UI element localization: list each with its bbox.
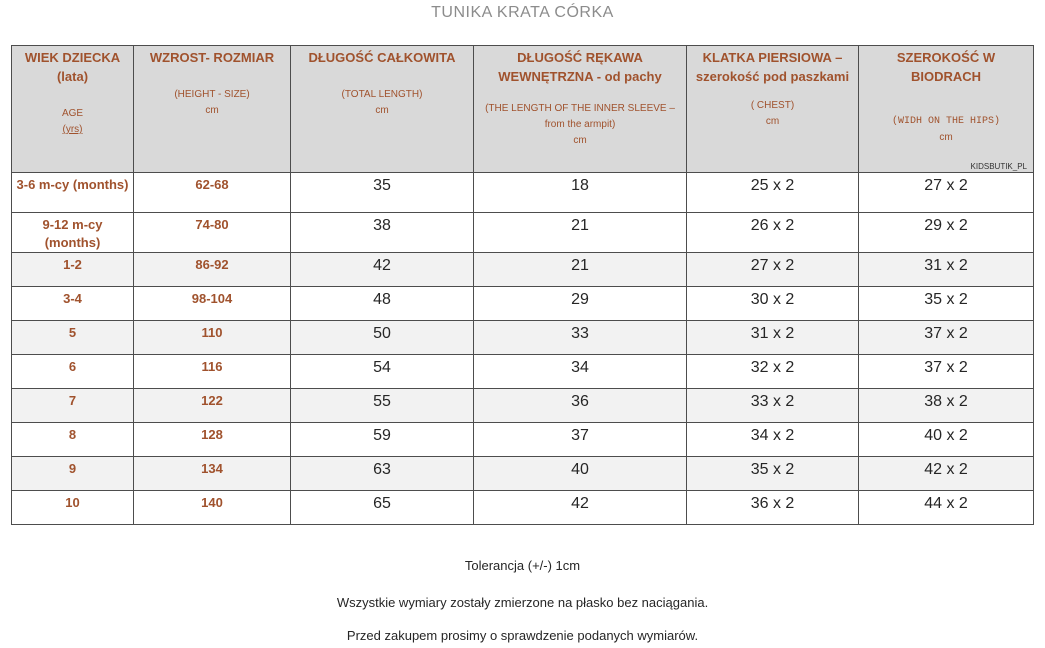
cell-hips: 35 x 2 <box>859 287 1034 321</box>
table-row <box>12 355 1034 389</box>
tolerance-note: Tolerancja (+/-) 1cm <box>464 558 581 573</box>
cell-length: 63 <box>291 457 474 491</box>
cell-hips: 31 x 2 <box>859 253 1034 287</box>
cell-chest: 32 x 2 <box>687 355 859 389</box>
cell-chest: 34 x 2 <box>687 423 859 457</box>
header-height <box>134 46 291 173</box>
cell-sleeve: 29 <box>474 287 687 321</box>
cell-height: 74-80 <box>134 213 291 253</box>
header-hips-sub2: cm <box>939 132 953 143</box>
cell-sleeve: 37 <box>474 423 687 457</box>
watermark: KIDSBUTIK_PL <box>970 162 1027 171</box>
cell-chest: 33 x 2 <box>687 389 859 423</box>
header-length-main: DŁUGOŚĆ CAŁKOWITA <box>308 50 456 65</box>
header-age-sub2: (yrs) <box>62 124 83 135</box>
header-sleeve-main: DŁUGOŚĆ RĘKAWA WEWNĘTRZNA - od pachy <box>498 50 662 84</box>
table-row <box>12 457 1034 491</box>
cell-length: 55 <box>291 389 474 423</box>
page-title: TUNIKA KRATA CÓRKA <box>431 4 614 21</box>
cell-chest: 35 x 2 <box>687 457 859 491</box>
cell-length: 54 <box>291 355 474 389</box>
cell-hips: 37 x 2 <box>859 355 1034 389</box>
header-sleeve-sub1: (THE LENGTH OF THE INNER SLEEVE – from the armpit) <box>485 103 675 130</box>
cell-height: 116 <box>134 355 291 389</box>
cell-chest: 25 x 2 <box>687 173 859 213</box>
cell-length: 48 <box>291 287 474 321</box>
cell-hips: 29 x 2 <box>859 213 1034 253</box>
cell-length: 42 <box>291 253 474 287</box>
cell-length: 65 <box>291 491 474 525</box>
header-hips-sub1: (WIDH ON THE HIPS) <box>891 116 1001 127</box>
header-chest-sub1: ( CHEST) <box>750 100 795 111</box>
table-row <box>12 321 1034 355</box>
header-chest-main: KLATKA PIERSIOWA – szerokość pod paszkami <box>695 50 850 84</box>
cell-age: 9-12 m-cy (months) <box>12 213 134 253</box>
cell-height: 110 <box>134 321 291 355</box>
header-length-sub2: cm <box>375 105 389 116</box>
cell-age: 10 <box>12 491 134 525</box>
cell-height: 98-104 <box>134 287 291 321</box>
cell-length: 35 <box>291 173 474 213</box>
header-chest-sub2: cm <box>765 116 780 127</box>
cell-chest: 26 x 2 <box>687 213 859 253</box>
table-row <box>12 213 1034 253</box>
table-row <box>12 423 1034 457</box>
cell-sleeve: 21 <box>474 213 687 253</box>
cell-sleeve: 33 <box>474 321 687 355</box>
cell-length: 59 <box>291 423 474 457</box>
cell-age: 8 <box>12 423 134 457</box>
cell-hips: 37 x 2 <box>859 321 1034 355</box>
header-row <box>12 46 1034 173</box>
cell-chest: 31 x 2 <box>687 321 859 355</box>
header-sleeve <box>474 46 687 173</box>
cell-sleeve: 40 <box>474 457 687 491</box>
cell-chest: 36 x 2 <box>687 491 859 525</box>
cell-sleeve: 42 <box>474 491 687 525</box>
cell-age: 3-6 m-cy (months) <box>12 173 134 213</box>
cell-hips: 42 x 2 <box>859 457 1034 491</box>
header-length <box>291 46 474 173</box>
table-row <box>12 287 1034 321</box>
cell-hips: 44 x 2 <box>859 491 1034 525</box>
cell-sleeve: 21 <box>474 253 687 287</box>
cell-chest: 27 x 2 <box>687 253 859 287</box>
cell-age: 1-2 <box>12 253 134 287</box>
cell-sleeve: 34 <box>474 355 687 389</box>
header-height-sub2: cm <box>205 105 219 116</box>
header-age <box>12 46 134 173</box>
header-hips <box>859 46 1034 173</box>
cell-sleeve: 18 <box>474 173 687 213</box>
cell-age: 5 <box>12 321 134 355</box>
cell-age: 9 <box>12 457 134 491</box>
measured-note: Wszystkie wymiary zostały zmierzone na płasko bez naciągania. <box>336 595 709 610</box>
cell-length: 38 <box>291 213 474 253</box>
header-height-main: WZROST- ROZMIAR <box>149 50 275 65</box>
header-age-main: WIEK DZIECKA (lata) <box>24 50 121 84</box>
cell-height: 122 <box>134 389 291 423</box>
cell-hips: 38 x 2 <box>859 389 1034 423</box>
table-row <box>12 173 1034 213</box>
cell-hips: 40 x 2 <box>859 423 1034 457</box>
cell-sleeve: 36 <box>474 389 687 423</box>
cell-age: 7 <box>12 389 134 423</box>
header-hips-main: SZEROKOŚĆ W BIODRACH <box>896 50 996 84</box>
cell-height: 134 <box>134 457 291 491</box>
cell-height: 128 <box>134 423 291 457</box>
header-height-sub1: (HEIGHT - SIZE) <box>174 89 250 100</box>
size-table <box>11 45 1034 525</box>
check-note: Przed zakupem prosimy o sprawdzenie podanych wymiarów. <box>346 628 699 643</box>
cell-chest: 30 x 2 <box>687 287 859 321</box>
header-age-sub1: AGE <box>61 108 84 119</box>
table-row <box>12 491 1034 525</box>
header-length-sub1: (TOTAL LENGTH) <box>341 89 423 100</box>
cell-age: 6 <box>12 355 134 389</box>
cell-height: 86-92 <box>134 253 291 287</box>
cell-height: 140 <box>134 491 291 525</box>
cell-age: 3-4 <box>12 287 134 321</box>
header-sleeve-sub2: cm <box>573 135 587 146</box>
table-row <box>12 389 1034 423</box>
cell-hips: 27 x 2 <box>859 173 1034 213</box>
cell-height: 62-68 <box>134 173 291 213</box>
table-row <box>12 253 1034 287</box>
cell-length: 50 <box>291 321 474 355</box>
header-chest <box>687 46 859 173</box>
